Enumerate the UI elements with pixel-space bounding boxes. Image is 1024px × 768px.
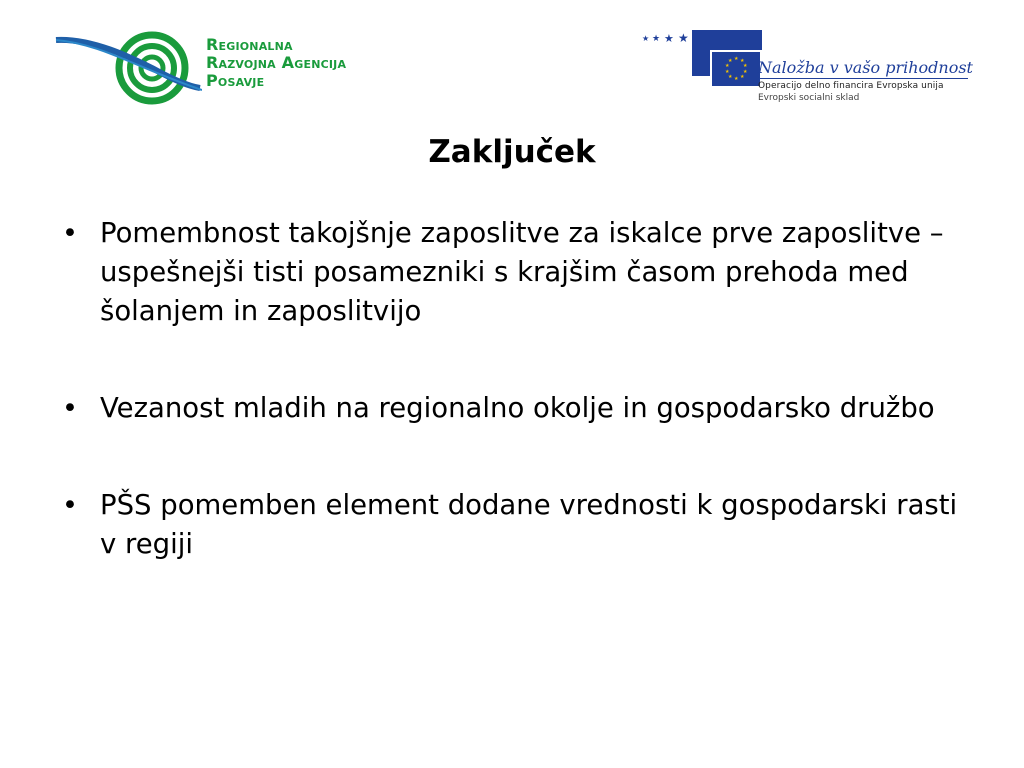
svg-text:★: ★: [725, 63, 730, 69]
bullet-list: [62, 214, 982, 622]
rra-wordmark: [206, 36, 346, 90]
eu-flag-icon: [710, 50, 762, 88]
rra-line-2: Razvojna Agencija: [206, 53, 347, 72]
bullet-marker: •: [62, 393, 78, 424]
bullet-text: Pomembnost takojšnje zaposlitve za iskalce prve zaposlitve – uspešnejši tisti posamezniki s krajšim časom prehoda med šolanjem in zaposlitvijo: [100, 217, 944, 327]
bullet-text: PŠS pomemben element dodane vrednosti k gospodarski rasti v regiji: [100, 489, 958, 560]
bullet-item: [62, 486, 982, 564]
eu-logo: [640, 28, 980, 108]
bullet-item: [62, 214, 982, 331]
bullet-marker: •: [62, 218, 78, 249]
svg-text:★: ★: [725, 69, 730, 75]
rra-line-3: Posavje: [206, 71, 265, 90]
bullet-text: Vezanost mladih na regionalno okolje in gospodarsko družbo: [100, 392, 935, 424]
bullet-item: [62, 389, 982, 428]
svg-text:★: ★: [740, 74, 745, 80]
svg-text:★: ★: [734, 56, 739, 62]
bullet-marker: •: [62, 490, 78, 521]
eu-divider: [758, 78, 968, 79]
svg-text:★: ★: [728, 58, 733, 64]
eu-fund-name: Evropski socialni sklad: [758, 93, 860, 103]
svg-text:★: ★: [734, 76, 739, 82]
slide-title: Zaključek: [428, 134, 596, 170]
eu-funding-line: Operacijo delno financira Evropska unija: [758, 81, 944, 91]
svg-text:★: ★: [664, 32, 674, 44]
svg-text:★: ★: [740, 58, 745, 64]
rra-swirl-icon: [52, 28, 202, 108]
eu-slogan: Naložba v vašo prihodnost: [758, 58, 973, 77]
rra-logo: [52, 28, 402, 108]
svg-text:★: ★: [728, 74, 733, 80]
svg-text:★: ★: [652, 34, 661, 44]
rra-line-1: Regionalna: [206, 35, 293, 54]
svg-text:★: ★: [678, 31, 689, 44]
svg-text:★: ★: [743, 69, 748, 75]
svg-text:★: ★: [642, 34, 650, 43]
svg-text:★: ★: [743, 63, 748, 69]
